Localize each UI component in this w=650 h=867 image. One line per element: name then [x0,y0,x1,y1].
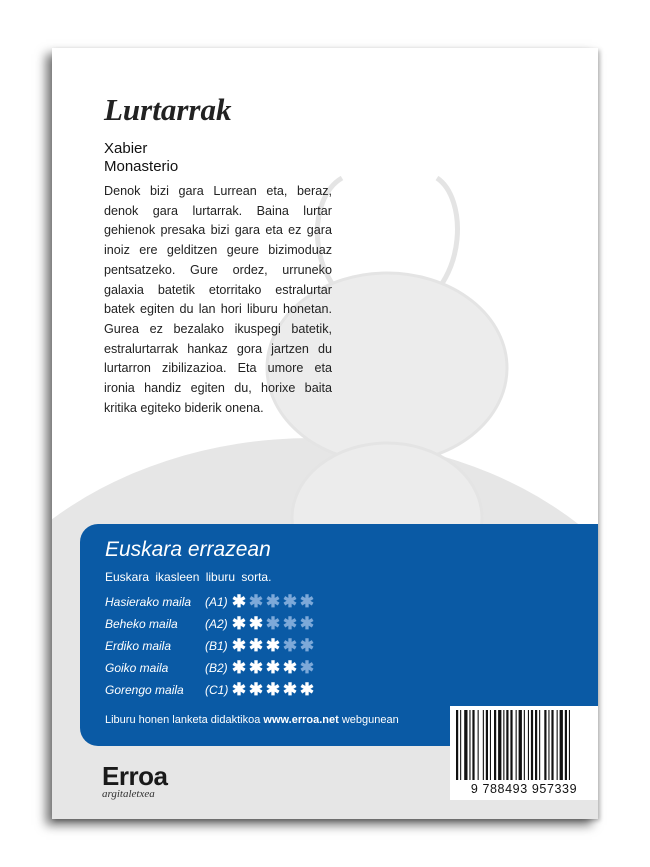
author-first-name: Xabier [104,140,148,157]
star-empty-icon: ✱ [282,592,299,611]
star-filled-icon: ✱ [248,658,265,677]
level-stars [231,658,316,678]
level-code: (C1) [205,683,229,697]
level-code: (B1) [205,639,228,653]
star-filled-icon: ✱ [265,658,282,677]
star-filled-icon: ✱ [265,680,282,699]
level-name: Beheko maila [105,617,178,631]
star-filled-icon: ✱ [231,592,248,611]
author-name [104,140,178,176]
star-filled-icon: ✱ [248,614,265,633]
level-stars [231,680,316,700]
back-cover [52,48,598,819]
book-blurb: Denok bizi gara Lurrean eta, beraz, denok gara lurtarrak. Baina lurtar gehienok presaka bizi gara eta ez gara inoiz ere gelditzen geure bizimoduaz pentsatzeko. Gure ordez, urruneko galaxia batetik etorritako estralurtar batek egiten du lan hori liburu honetan. Gurea ez bezalako ikuspegi batetik, estralurtarrak hankaz gora jartzen du lurtarron zibilizazioa. Eta umore eta ironia handiz egiten du, horixe baita kritika egiteko biderik onena. [104,184,332,415]
level-name: Erdiko maila [105,639,172,653]
publisher-logo [102,763,167,800]
star-filled-icon: ✱ [231,658,248,677]
level-code: (B2) [205,661,228,675]
level-stars [231,614,316,634]
star-filled-icon: ✱ [231,636,248,655]
star-filled-icon: ✱ [248,680,265,699]
level-name: Gorengo maila [105,683,184,697]
level-stars [231,592,316,612]
level-name: Hasierako maila [105,595,192,609]
series-title: Euskara errazean [105,538,271,561]
footer-suffix: webgunean [338,714,399,726]
star-filled-icon: ✱ [299,680,316,699]
level-stars [231,636,316,656]
star-empty-icon: ✱ [299,614,316,633]
author-last-name: Monasterio [104,158,179,175]
star-empty-icon: ✱ [265,614,282,633]
barcode-bars [454,710,594,780]
book-title: Lurtarrak [104,92,232,127]
isbn-barcode [450,706,598,800]
star-filled-icon: ✱ [231,614,248,633]
series-footer [105,714,399,726]
star-empty-icon: ✱ [299,658,316,677]
website-link[interactable]: www.erroa.net [263,714,339,726]
level-name: Goiko maila [105,661,169,675]
star-filled-icon: ✱ [282,658,299,677]
star-filled-icon: ✱ [282,680,299,699]
series-subtitle: Euskara ikasleen liburu sorta. [105,570,272,584]
star-empty-icon: ✱ [299,592,316,611]
star-filled-icon: ✱ [231,680,248,699]
star-empty-icon: ✱ [282,614,299,633]
star-filled-icon: ✱ [265,636,282,655]
star-empty-icon: ✱ [265,592,282,611]
publisher-name: Erroa [102,761,168,791]
star-empty-icon: ✱ [248,592,265,611]
isbn-number: 9 788493 957339 [470,782,578,796]
star-empty-icon: ✱ [299,636,316,655]
star-empty-icon: ✱ [282,636,299,655]
star-filled-icon: ✱ [248,636,265,655]
level-code: (A2) [205,617,228,631]
footer-prefix: Liburu honen lanketa didaktikoa [105,714,264,726]
level-code: (A1) [205,595,228,609]
publisher-tagline: argitaletxea [102,788,155,800]
